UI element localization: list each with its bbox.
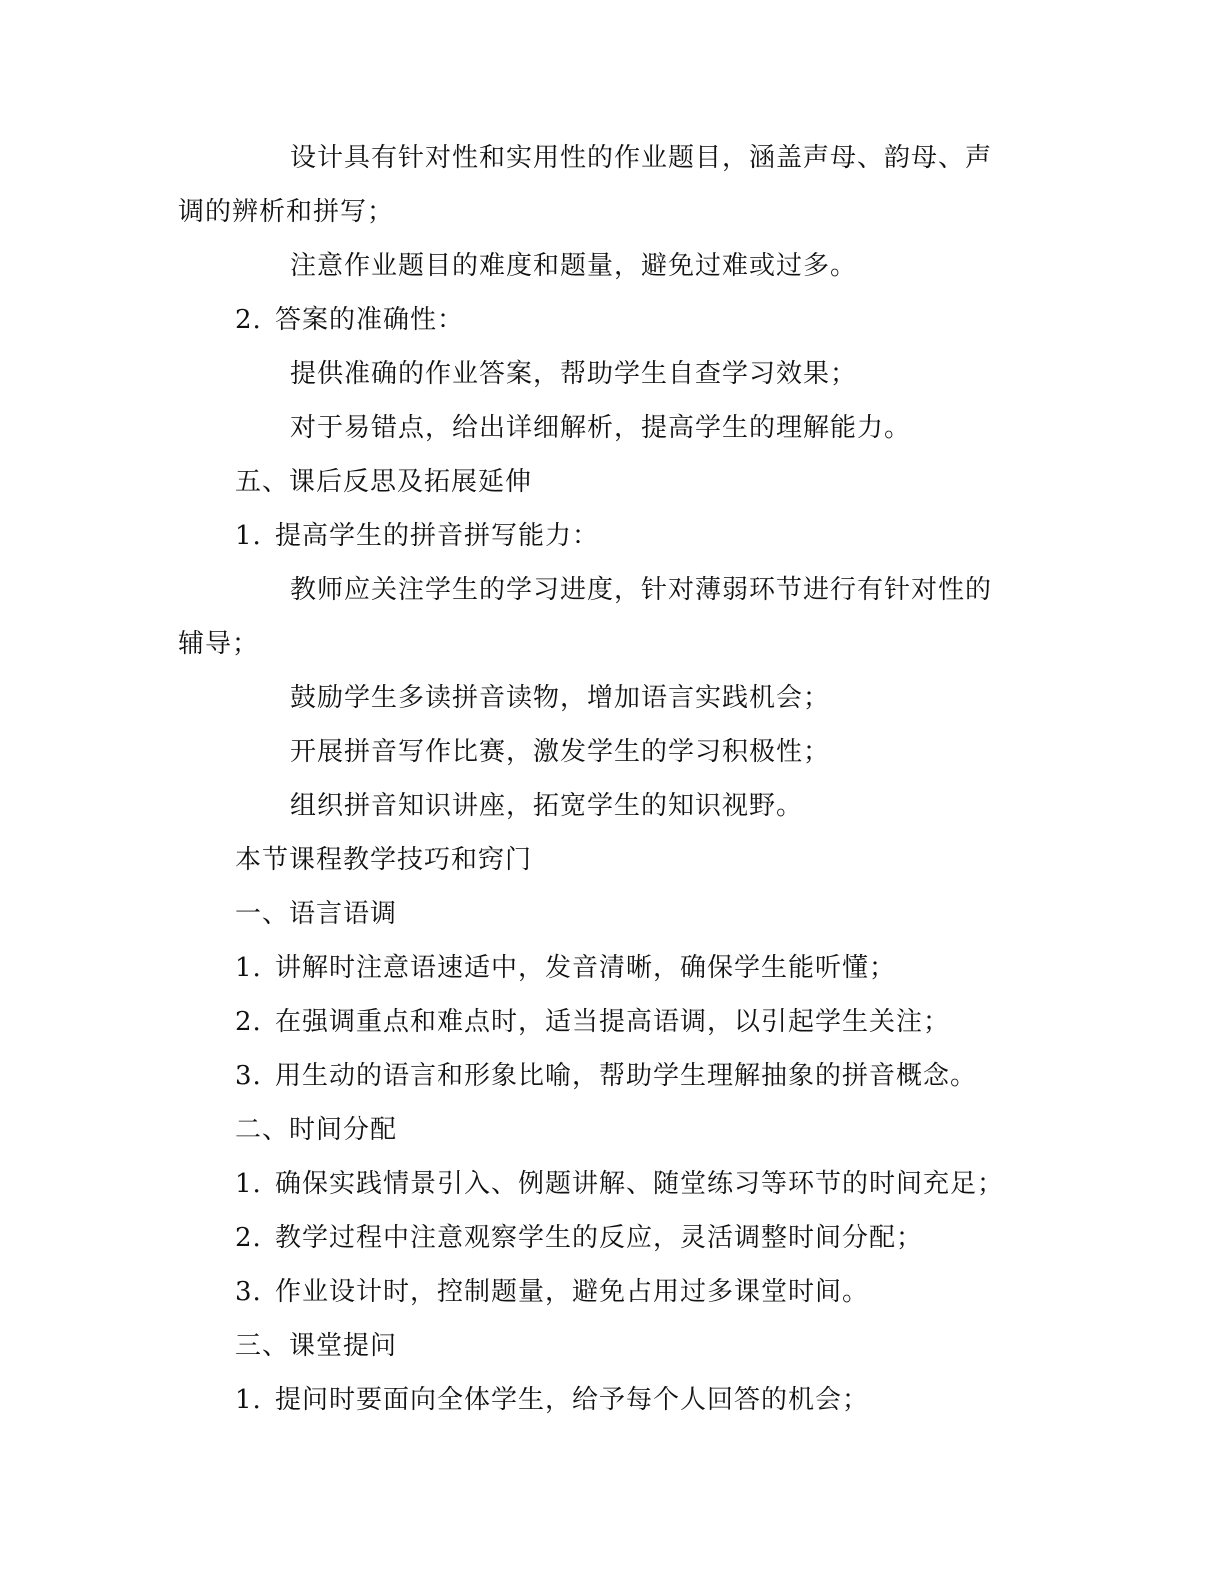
line-text: 提高学生的拼音拼写能力： — [275, 521, 600, 551]
numbered-item — [235, 302, 464, 338]
section-heading — [235, 1112, 397, 1148]
section-heading — [235, 464, 532, 500]
section-heading — [235, 1328, 397, 1364]
line-text: 设计具有针对性和实用性的作业题目，涵盖声母、韵母、声 — [290, 143, 993, 173]
item-number: 1. — [235, 953, 262, 983]
item-number: 2. — [235, 305, 262, 335]
line-text: 教学过程中注意观察学生的反应，灵活调整时间分配； — [275, 1223, 924, 1253]
item-number: 1. — [235, 1169, 262, 1199]
paragraph-line — [290, 140, 992, 176]
paragraph-line — [290, 248, 857, 284]
paragraph-line — [290, 680, 830, 716]
numbered-item — [235, 1166, 1004, 1202]
line-text: 辅导； — [178, 629, 260, 659]
item-number: 2. — [235, 1223, 262, 1253]
line-text: 提问时要面向全体学生，给予每个人回答的机会； — [275, 1385, 870, 1415]
paragraph-line — [178, 626, 259, 662]
item-number: 1. — [235, 521, 262, 551]
paragraph-line — [290, 572, 992, 608]
line-text: 组织拼音知识讲座，拓宽学生的知识视野。 — [290, 791, 804, 821]
line-text: 本节课程教学技巧和窍门 — [235, 845, 533, 875]
section-heading — [235, 896, 397, 932]
numbered-item — [235, 950, 896, 986]
line-text: 作业设计时，控制题量，避免占用过多课堂时间。 — [275, 1277, 870, 1307]
line-text: 注意作业题目的难度和题量，避免过难或过多。 — [290, 251, 858, 281]
line-text: 在强调重点和难点时，适当提高语调，以引起学生关注； — [275, 1007, 951, 1037]
paragraph-line — [290, 410, 911, 446]
line-text: 调的辨析和拼写； — [178, 197, 395, 227]
numbered-item — [235, 1058, 977, 1094]
item-number: 3. — [235, 1061, 262, 1091]
numbered-item — [235, 1004, 950, 1040]
paragraph-line — [178, 194, 394, 230]
paragraph-line — [290, 788, 803, 824]
numbered-item — [235, 1382, 869, 1418]
line-text: 讲解时注意语速适中，发音清晰，确保学生能听懂； — [275, 953, 897, 983]
item-number: 2. — [235, 1007, 262, 1037]
numbered-item — [235, 1220, 923, 1256]
line-text: 对于易错点，给出详细解析，提高学生的理解能力。 — [290, 413, 912, 443]
line-text: 一、语言语调 — [235, 899, 398, 929]
line-text: 三、课堂提问 — [235, 1331, 398, 1361]
line-text: 答案的准确性： — [275, 305, 465, 335]
line-text: 开展拼音写作比赛，激发学生的学习积极性； — [290, 737, 831, 767]
section-heading — [235, 842, 532, 878]
line-text: 提供准确的作业答案，帮助学生自查学习效果； — [290, 359, 858, 389]
line-text: 鼓励学生多读拼音读物，增加语言实践机会； — [290, 683, 831, 713]
item-number: 1. — [235, 1385, 262, 1415]
paragraph-line — [290, 734, 830, 770]
line-text: 教师应关注学生的学习进度，针对薄弱环节进行有针对性的 — [290, 575, 993, 605]
line-text: 五、课后反思及拓展延伸 — [235, 467, 533, 497]
line-text: 二、时间分配 — [235, 1115, 398, 1145]
numbered-item — [235, 518, 599, 554]
line-text: 确保实践情景引入、例题讲解、随堂练习等环节的时间充足； — [275, 1169, 1005, 1199]
numbered-item — [235, 1274, 869, 1310]
line-text: 用生动的语言和形象比喻，帮助学生理解抽象的拼音概念。 — [275, 1061, 978, 1091]
item-number: 3. — [235, 1277, 262, 1307]
paragraph-line — [290, 356, 857, 392]
